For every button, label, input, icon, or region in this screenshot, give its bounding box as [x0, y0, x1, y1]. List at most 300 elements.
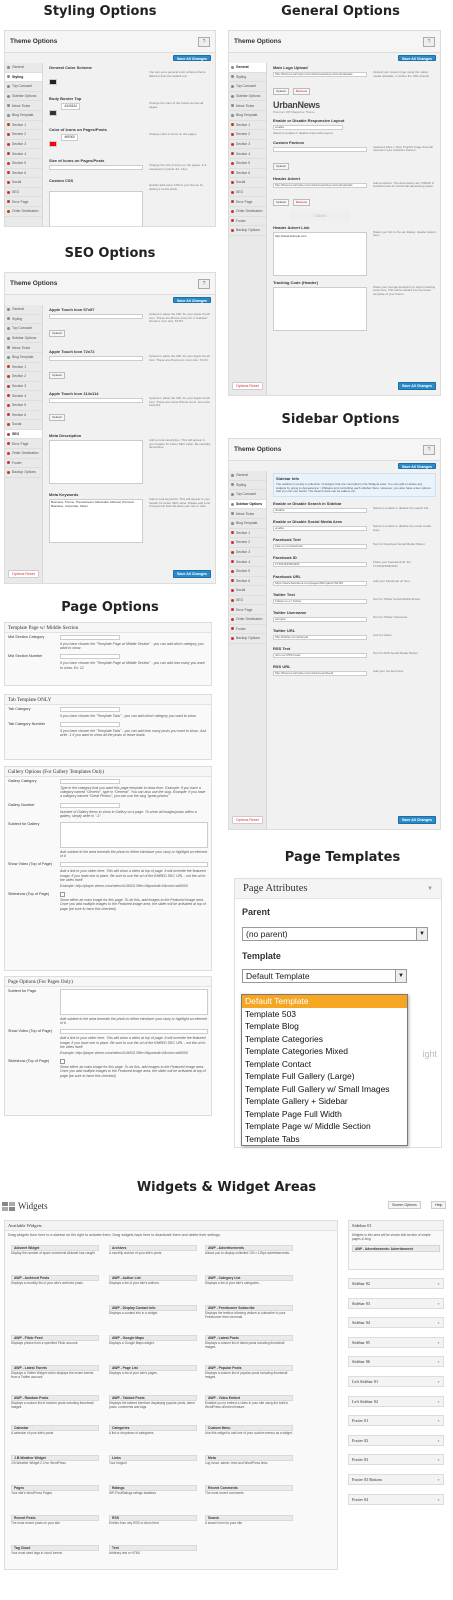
nav-item[interactable]: [5, 73, 42, 83]
subtext-page-desc: Add subtext to the area beneath the photo to either introduce your story or highlight an element of it.: [60, 1017, 208, 1026]
widget-title: Akismet Widget: [11, 1245, 99, 1251]
touch-icon-72-upload[interactable]: Upload: [49, 372, 65, 379]
nav-bullet-icon: [7, 308, 10, 311]
nav-item[interactable]: [5, 353, 42, 363]
widgets-heading: Widgets & Widget Areas: [136, 1180, 317, 1195]
gallery-category-desc: Type in the category that you want this page template to draw from. Example: If you have a category named "Generic", type in "General". You can also use the slug. Example: If you have a category named "Great Photos", you can use the slug "great-photos": [60, 786, 206, 799]
nav-item[interactable]: [229, 63, 266, 73]
nav-item[interactable]: [5, 343, 42, 353]
nav-item[interactable]: [229, 207, 266, 217]
widget-item[interactable]: [205, 1455, 293, 1466]
nav-item[interactable]: [5, 459, 42, 469]
nav-item-label: Section 5: [236, 569, 251, 574]
widget-area[interactable]: [348, 1494, 444, 1505]
widget-areas-column: [348, 1220, 444, 1600]
page-templates-heading: Page Templates: [284, 850, 401, 865]
nav-item-label: Section 4: [12, 151, 27, 156]
box-title: Tab Template ONLY: [5, 695, 211, 705]
nav-bullet-icon: [7, 404, 10, 407]
parent-select[interactable]: [242, 927, 428, 941]
widget-item[interactable]: [109, 1335, 197, 1346]
field-input[interactable]: http://twitter.com/strimple: [273, 635, 367, 640]
widget-item[interactable]: [11, 1515, 99, 1526]
subtext-gallery-textarea[interactable]: [60, 822, 208, 848]
subtext-gallery-label: Subtext for Gallery: [8, 822, 40, 827]
sidebar-info-box: [273, 473, 436, 497]
widget-area-label: Footer 03: [352, 1457, 369, 1463]
nav-item[interactable]: [5, 140, 42, 150]
template-option[interactable]: Default Template: [242, 995, 407, 1008]
body-border-swatch[interactable]: [49, 110, 57, 116]
sidebar-field: [273, 501, 436, 515]
help-icon[interactable]: ?: [198, 37, 210, 47]
widget-title: AWP - Author List: [109, 1275, 197, 1281]
nav-item[interactable]: [229, 529, 266, 539]
field-input[interactable]: Like us on Facebook: [273, 544, 367, 549]
tab-category-number-input[interactable]: [60, 722, 120, 727]
meta-desc-desc: Add a meta description. This will appear in your header for better SEO value. Be carefully descriptive.: [149, 438, 211, 450]
nav-item[interactable]: [5, 411, 42, 421]
widget-item[interactable]: [205, 1365, 293, 1380]
widgets-icon: [2, 1202, 16, 1212]
widget-item[interactable]: [109, 1455, 197, 1466]
template-option[interactable]: Template Contact: [245, 1058, 312, 1069]
widget-item[interactable]: [109, 1275, 197, 1286]
nav-item-label: Order Destination: [12, 451, 39, 456]
save-button[interactable]: Save All Changes: [398, 55, 436, 61]
nav-item[interactable]: [5, 401, 42, 411]
nav-item[interactable]: [5, 430, 42, 440]
nav-item[interactable]: [5, 207, 42, 217]
nav-item[interactable]: [229, 92, 266, 102]
parent-select-value: (no parent): [246, 929, 288, 939]
tab-category-input[interactable]: [60, 707, 120, 712]
widget-item[interactable]: [205, 1395, 293, 1410]
template-option[interactable]: Template Gallery + Sidebar: [245, 1096, 348, 1106]
widget-item[interactable]: [11, 1275, 99, 1286]
responsive-select[interactable]: enable: [273, 125, 343, 130]
widget-item[interactable]: [109, 1425, 197, 1436]
nav-item[interactable]: [229, 500, 266, 510]
touch-icon-72-input[interactable]: [49, 356, 143, 361]
nav-bullet-icon: [7, 123, 10, 126]
panel-title: Theme Options: [10, 280, 58, 287]
icons-color-swatch[interactable]: [49, 141, 57, 147]
nav-item[interactable]: [5, 188, 42, 198]
widget-title: Categories: [109, 1425, 197, 1431]
widget-item[interactable]: [11, 1425, 99, 1436]
template-option[interactable]: Template Categories Mixed: [245, 1046, 348, 1056]
nav-item-label: Social: [236, 588, 246, 593]
icons-color-hex[interactable]: #ff0000: [61, 134, 78, 141]
widget-desc: Your most used tags in cloud format: [11, 1551, 62, 1555]
meta-keywords-textarea[interactable]: Business, Theme, ThemeForest, Minimalist, Minimal, Premium Business, Corporate, Clean: [49, 499, 143, 543]
nav-item[interactable]: [5, 449, 42, 459]
nav-item[interactable]: [229, 169, 266, 179]
upload-button[interactable]: Upload: [273, 88, 289, 95]
mid-section-number-input[interactable]: [60, 654, 120, 659]
panel-title: Theme Options: [234, 446, 282, 453]
chevron-down-icon: ▼: [437, 1301, 440, 1306]
nav-bullet-icon: [231, 474, 234, 477]
nav-bullet-icon: [7, 75, 10, 78]
gallery-category-input[interactable]: [60, 779, 120, 784]
widget-item[interactable]: [205, 1425, 293, 1436]
nav-bullet-icon: [7, 471, 10, 474]
touch-icon-57-label: Apple Touch Icon 57x57: [49, 307, 95, 312]
obscured-text: ight: [422, 1049, 437, 1059]
nav-item[interactable]: [5, 372, 42, 382]
nav-item[interactable]: [229, 577, 266, 587]
slideshow2-checkbox[interactable]: [60, 1059, 65, 1064]
nav-bullet-icon: [231, 589, 234, 592]
widget-item[interactable]: [109, 1365, 197, 1376]
widget-item[interactable]: [11, 1335, 99, 1346]
nav-bullet-icon: [7, 171, 10, 174]
widget-item[interactable]: [11, 1365, 99, 1380]
template-option[interactable]: Template Full Gallery (Large): [245, 1071, 355, 1081]
advert-label: Header Advert: [273, 175, 301, 181]
field-input[interactable]: 174321153004231: [273, 562, 367, 567]
template-option[interactable]: Template Categories: [245, 1033, 323, 1044]
sidebar-01-title[interactable]: Sidebar 01: [349, 1221, 443, 1231]
nav-item[interactable]: [5, 315, 42, 325]
widget-area[interactable]: [348, 1376, 444, 1387]
slideshow2-desc: Show either an main image for this page. To do this, add images to the Featured Image area. Once you add multiple images to the Featured image area, the slider will be activated at top of page (be sure to have this checked).: [60, 1065, 206, 1078]
touch-icon-72-label: Apple Touch Icon 72x72: [49, 349, 95, 354]
widget-area-label: Left Sidebar 01: [352, 1379, 379, 1384]
nav-item[interactable]: [229, 140, 266, 150]
nav-item[interactable]: [5, 159, 42, 169]
field-input[interactable]: http://themes.strimple.com/urbannews/feed/: [273, 671, 367, 676]
advert-url-input[interactable]: http://themes.strimple.com/urbannews/wp-content/uploads: [273, 183, 367, 188]
nav-item-label: Backup Options: [236, 636, 260, 641]
icons-size-input[interactable]: [49, 165, 143, 170]
widget-area[interactable]: [348, 1435, 444, 1446]
seo-panel: [4, 272, 216, 584]
slideshow2-label: Slideshow (Top of Page): [8, 1059, 50, 1064]
field-input[interactable]: disable: [273, 508, 367, 513]
nav-item[interactable]: [229, 73, 266, 83]
template-option[interactable]: Template Page Full Width: [245, 1108, 342, 1119]
nav-item[interactable]: [5, 439, 42, 449]
favicon-input[interactable]: [273, 147, 367, 152]
nav-item-label: Section 5: [236, 161, 251, 166]
nav-item[interactable]: [229, 471, 266, 481]
nav-item[interactable]: [5, 305, 42, 315]
widget-item[interactable]: [11, 1545, 99, 1556]
widget-title: AWP - Latest Posts: [205, 1335, 293, 1341]
nav-bullet-icon: [7, 394, 10, 397]
widget-item[interactable]: [11, 1395, 99, 1410]
help-button[interactable]: Help: [431, 1201, 446, 1209]
nav-item[interactable]: [5, 82, 42, 92]
advert-link-textarea[interactable]: http://www.strimple.com: [273, 232, 367, 276]
nav-bullet-icon: [231, 570, 234, 573]
nav-item[interactable]: [229, 557, 266, 567]
nav-item[interactable]: [229, 586, 266, 596]
nav-item-label: Blog Template: [12, 355, 34, 360]
field-desc: Add your rss feed here.: [373, 669, 405, 674]
widget-item[interactable]: [205, 1305, 293, 1320]
nav-item[interactable]: [5, 130, 42, 140]
screen-options-button[interactable]: Screen Options: [388, 1201, 421, 1209]
nav-item[interactable]: [229, 217, 266, 227]
widget-item[interactable]: [109, 1485, 197, 1496]
gallery-number-input[interactable]: [60, 803, 120, 808]
field-label: Enable or Disable Social Media Area: [273, 518, 342, 524]
widget-item[interactable]: [205, 1515, 293, 1526]
widget-item[interactable]: [109, 1245, 197, 1256]
nav-item[interactable]: [5, 420, 42, 430]
show-video2-input[interactable]: [60, 1029, 208, 1034]
widget-desc: Display the number of spam comments Akismet has caught: [11, 1251, 95, 1255]
nav-item[interactable]: [229, 111, 266, 121]
template-select[interactable]: [242, 969, 407, 983]
widget-item[interactable]: [205, 1245, 293, 1256]
help-icon[interactable]: ?: [198, 279, 210, 289]
nav-item[interactable]: [5, 334, 42, 344]
nav-bullet-icon: [231, 599, 234, 602]
nav-item[interactable]: [5, 197, 42, 207]
widget-desc: Displays a custom list of latest posts including thumbnail images.: [205, 1341, 285, 1349]
reset-button[interactable]: Options Reset: [232, 816, 263, 824]
page-attributes-header[interactable]: [235, 879, 441, 899]
nav-bullet-icon: [7, 143, 10, 146]
widget-area[interactable]: [348, 1337, 444, 1348]
body-border-hex[interactable]: #343434: [61, 103, 79, 110]
widget-item[interactable]: [11, 1245, 99, 1256]
custom-css-textarea[interactable]: [49, 191, 143, 227]
advert-link-desc: Paste your link to the ad display. Header advert here.: [373, 229, 436, 238]
nav-item-label: Section 6: [12, 170, 27, 175]
advert-remove-button[interactable]: Remove: [293, 199, 310, 206]
field-input[interactable]: https://www.facebook.com/pages/Strimple/1742115: [273, 581, 367, 586]
field-input[interactable]: Follow us on Twitter: [273, 599, 367, 604]
widget-area[interactable]: [348, 1454, 444, 1465]
template-option[interactable]: Template Full Gallery w/ Small Images: [245, 1083, 390, 1094]
reset-button[interactable]: Options Reset: [232, 382, 263, 390]
sidebar-field: [273, 628, 436, 642]
template-option[interactable]: Template 503: [245, 1008, 297, 1019]
touch-icon-114-input[interactable]: [49, 398, 143, 403]
help-icon[interactable]: ?: [423, 445, 435, 455]
widget-area[interactable]: [348, 1396, 444, 1407]
nav-item[interactable]: [229, 615, 266, 625]
widget-area[interactable]: [348, 1474, 444, 1485]
nav-item-label: Section 3: [236, 142, 251, 147]
nav-item[interactable]: [229, 130, 266, 140]
widget-desc: A list or dropdown of categories: [109, 1431, 154, 1435]
widget-area[interactable]: [348, 1278, 444, 1289]
nav-item[interactable]: [229, 519, 266, 529]
nav-item[interactable]: [229, 82, 266, 92]
nav-item-label: Blog Template: [12, 113, 34, 118]
widget-area[interactable]: [348, 1317, 444, 1328]
nav-item-label: Social: [12, 180, 22, 185]
widget-area[interactable]: [348, 1298, 444, 1309]
widget-item[interactable]: [109, 1515, 197, 1526]
nav-bullet-icon: [7, 365, 10, 368]
nav-item[interactable]: [229, 159, 266, 169]
nav-item[interactable]: [5, 468, 42, 478]
widget-title: AWP - Page List: [109, 1365, 197, 1371]
field-input[interactable]: enable: [273, 526, 367, 531]
nav-bullet-icon: [231, 531, 234, 534]
nav-bullet-icon: [7, 133, 10, 136]
nav-item[interactable]: [5, 63, 42, 73]
color-scheme-swatch[interactable]: [49, 79, 57, 85]
field-label: Twitter Text: [273, 591, 295, 597]
widget-title: Recent Posts: [11, 1515, 99, 1521]
nav-item[interactable]: [229, 188, 266, 198]
nav-item[interactable]: [229, 197, 266, 207]
template-option[interactable]: Template Blog: [245, 1021, 299, 1031]
save-button[interactable]: Save All Changes: [173, 55, 211, 61]
nav-item-label: General: [236, 473, 249, 478]
field-input[interactable]: strimple: [273, 617, 367, 622]
mid-section-category-input[interactable]: [60, 635, 120, 640]
nav-item[interactable]: [229, 226, 266, 236]
nav-bullet-icon: [7, 337, 10, 340]
widget-item[interactable]: [109, 1305, 197, 1316]
nav-bullet-icon: [231, 133, 234, 136]
save-button-bottom[interactable]: Save All Changes: [398, 382, 436, 390]
nav-item[interactable]: [229, 548, 266, 558]
touch-icon-114-upload[interactable]: Upload: [49, 414, 65, 421]
nav-item-label: Section 3: [12, 384, 27, 389]
template-option[interactable]: Template Tabs: [245, 1133, 300, 1144]
nav-item[interactable]: [229, 625, 266, 635]
widget-item[interactable]: [205, 1485, 293, 1496]
nav-item[interactable]: [229, 509, 266, 519]
remove-button[interactable]: Remove: [293, 88, 310, 95]
field-label: RSS URL: [273, 664, 291, 670]
nav-item[interactable]: [5, 149, 42, 159]
seo-options-heading: SEO Options: [64, 246, 156, 261]
nav-item[interactable]: [229, 634, 266, 644]
color-scheme-label: General Color Scheme: [49, 65, 92, 70]
nav-item[interactable]: [229, 481, 266, 491]
nav-item[interactable]: [5, 169, 42, 179]
show-video-input[interactable]: [60, 862, 208, 867]
nav-item[interactable]: [5, 382, 42, 392]
nav-item[interactable]: [229, 149, 266, 159]
subtext-page-textarea[interactable]: [60, 989, 208, 1015]
available-widgets-desc: Drag widgets from here to a sidebar on the right to activate them. Drag widgets back here to deactivate them and delete their settings.: [8, 1233, 221, 1237]
touch-icon-57-input[interactable]: [49, 314, 143, 319]
widget-area-label: Sidebar 06: [352, 1359, 371, 1365]
body-border-label: Body Border Top: [49, 96, 82, 101]
help-icon[interactable]: ?: [423, 37, 435, 47]
widget-item[interactable]: [109, 1545, 197, 1556]
chevron-down-icon: ▼: [437, 1419, 440, 1424]
show-video2-label: Show Video (Top of Page): [8, 1029, 53, 1034]
page-options-heading: Page Options: [61, 600, 159, 615]
nav-item[interactable]: [229, 121, 266, 131]
nav-item[interactable]: [229, 178, 266, 188]
save-button-bottom[interactable]: Save All Changes: [173, 570, 211, 578]
widget-desc: Allows you to display unlimited 125 x 125px advertisements.: [205, 1251, 290, 1255]
subtext-gallery-desc: Add subtext to the area beneath the photo to either introduce your story or highlight an element of it.: [60, 850, 208, 859]
icons-color-desc: Change color of icons on the pages.: [149, 132, 198, 136]
meta-desc-textarea[interactable]: [49, 440, 143, 484]
nav-item[interactable]: [229, 596, 266, 606]
nav-item-label: Top Carousel: [236, 492, 256, 497]
nav-item-label: Error Page: [236, 607, 253, 612]
nav-item[interactable]: [5, 121, 42, 131]
advert-upload-button[interactable]: Upload: [273, 199, 289, 206]
field-input[interactable]: Join our RSS Feed: [273, 653, 367, 658]
nav-item[interactable]: [5, 391, 42, 401]
nav-item-label: Social: [12, 422, 22, 427]
logo-url-input[interactable]: http://themes.strimple.com/urbannews/wp-content/uploads: [273, 72, 367, 77]
nav-item[interactable]: [5, 324, 42, 334]
nav-item-label: Section 4: [236, 559, 251, 564]
widget-item[interactable]: [109, 1395, 197, 1410]
field-label: Facebook Text: [273, 537, 301, 543]
sidebar-field: [273, 574, 436, 588]
nav-item[interactable]: [229, 538, 266, 548]
nav-item[interactable]: [229, 567, 266, 577]
widget-area[interactable]: [348, 1415, 444, 1426]
widget-item[interactable]: [11, 1485, 99, 1496]
nav-item-label: Section 1: [236, 122, 251, 127]
nav-item-label: Section 1: [12, 364, 27, 369]
nav-item-label: Error Page: [12, 441, 29, 446]
nav-item-label: Section 5: [12, 161, 27, 166]
nav-item[interactable]: [229, 101, 266, 111]
save-button[interactable]: Save All Changes: [173, 297, 211, 303]
advert-link-label: Header Advert Link: [273, 224, 310, 230]
nav-item[interactable]: [5, 101, 42, 111]
nav-item-label: Section 2: [12, 374, 27, 379]
nav-bullet-icon: [7, 191, 10, 194]
collapse-arrow-icon[interactable]: ▼: [427, 886, 433, 892]
widget-item[interactable]: [205, 1275, 293, 1286]
widget-item[interactable]: [11, 1455, 99, 1466]
slideshow-checkbox[interactable]: [60, 892, 65, 897]
reset-button[interactable]: Options Reset: [8, 570, 39, 578]
nav-bullet-icon: [231, 200, 234, 203]
nav-item-label: General: [12, 307, 25, 312]
nav-item[interactable]: [5, 363, 42, 373]
parent-label: Parent: [242, 907, 271, 917]
touch-icon-114-label: Apple Touch Icon 114x114: [49, 391, 99, 396]
touch-icon-57-upload[interactable]: Upload: [49, 330, 65, 337]
nav-bullet-icon: [231, 637, 234, 640]
save-button[interactable]: Save All Changes: [398, 463, 436, 469]
tracking-textarea[interactable]: [273, 287, 367, 331]
sidebar-01-widget[interactable]: AWP - Advertisements: Advertisement: [352, 1245, 440, 1252]
nav-item[interactable]: [5, 111, 42, 121]
nav-item[interactable]: [5, 178, 42, 188]
widget-item[interactable]: [205, 1335, 293, 1350]
nav-item[interactable]: [229, 605, 266, 615]
advert-preview: 728x90: [290, 211, 350, 221]
widget-title: AWP - Flickr Feed: [11, 1335, 99, 1341]
color-scheme-desc: You can set a general color scheme that is different than the default red.: [149, 70, 206, 78]
favicon-upload-button[interactable]: Upload: [273, 163, 289, 170]
nav-bullet-icon: [7, 95, 10, 98]
template-option[interactable]: Template Page w/ Middle Section: [245, 1121, 371, 1131]
nav-item-label: Sidebar Options: [236, 94, 261, 99]
widget-area[interactable]: [348, 1356, 444, 1367]
nav-item[interactable]: [5, 92, 42, 102]
save-button-bottom[interactable]: Save All Changes: [398, 816, 436, 824]
nav-item[interactable]: [229, 490, 266, 500]
sidebar-01-box: [348, 1220, 444, 1270]
